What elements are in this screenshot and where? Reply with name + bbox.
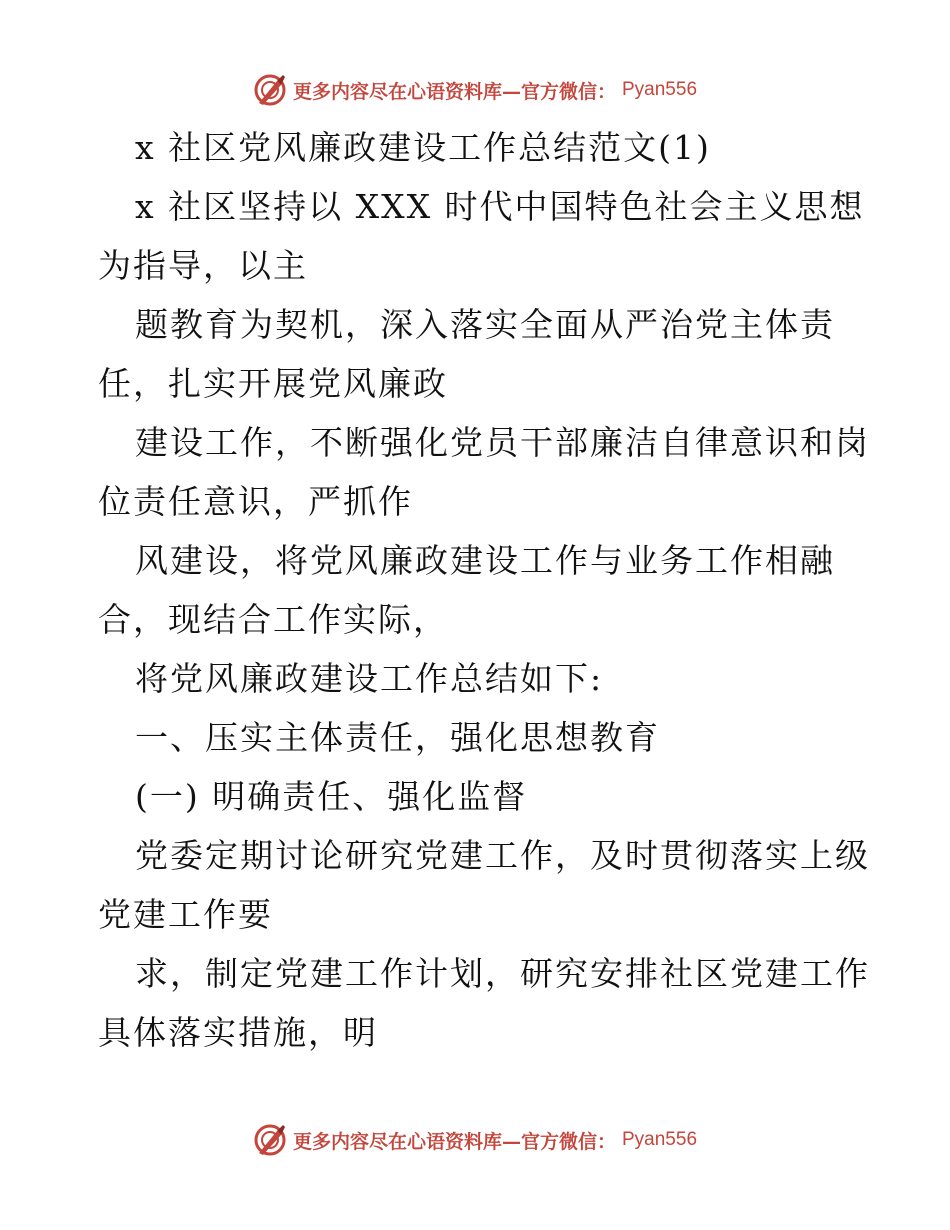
paragraph-line: 任，扎实开展党风廉政 bbox=[98, 364, 448, 403]
watermark-wechat-id: Pyan556 bbox=[622, 79, 698, 100]
paragraph-line: 求，制定党建工作计划，研究安排社区党建工作 bbox=[135, 954, 870, 993]
paragraph-line: 具体落实措施，明 bbox=[98, 1013, 378, 1052]
paragraph-line: 为指导，以主 bbox=[98, 246, 308, 285]
paragraph-line: 题教育为契机，深入落实全面从严治党主体责 bbox=[135, 305, 835, 344]
watermark-wechat-id: Pyan556 bbox=[622, 1129, 698, 1150]
section-heading: 一、压实主体责任，强化思想教育 bbox=[135, 718, 660, 757]
paragraph-line: 位责任意识，严抓作 bbox=[98, 482, 413, 521]
footer-watermark bbox=[0, 1120, 950, 1160]
paragraph-line: 将党风廉政建设工作总结如下: bbox=[135, 659, 604, 698]
paragraph-line: 建设工作，不断强化党员干部廉洁自律意识和岗 bbox=[135, 423, 870, 462]
paragraph-line: 党建工作要 bbox=[98, 895, 273, 934]
paragraph-line: 合，现结合工作实际， bbox=[98, 600, 448, 639]
document-body bbox=[98, 118, 870, 1062]
paragraph-line: 党委定期讨论研究党建工作，及时贯彻落实上级 bbox=[135, 836, 870, 875]
watermark-text: 更多内容尽在心语资料库—官方微信： bbox=[292, 1130, 616, 1153]
pen-logo-icon bbox=[253, 73, 287, 107]
paragraph-line: 风建设，将党风廉政建设工作与业务工作相融 bbox=[135, 541, 835, 580]
header-watermark bbox=[0, 70, 950, 110]
subsection-heading: (一) 明确责任、强化监督 bbox=[135, 777, 528, 816]
paragraph-line: x 社区坚持以 XXX 时代中国特色社会主义思想 bbox=[135, 187, 865, 226]
watermark-text: 更多内容尽在心语资料库—官方微信： bbox=[292, 80, 616, 103]
document-title: x 社区党风廉政建设工作总结范文(1) bbox=[135, 128, 711, 167]
pen-logo-icon bbox=[253, 1123, 287, 1157]
